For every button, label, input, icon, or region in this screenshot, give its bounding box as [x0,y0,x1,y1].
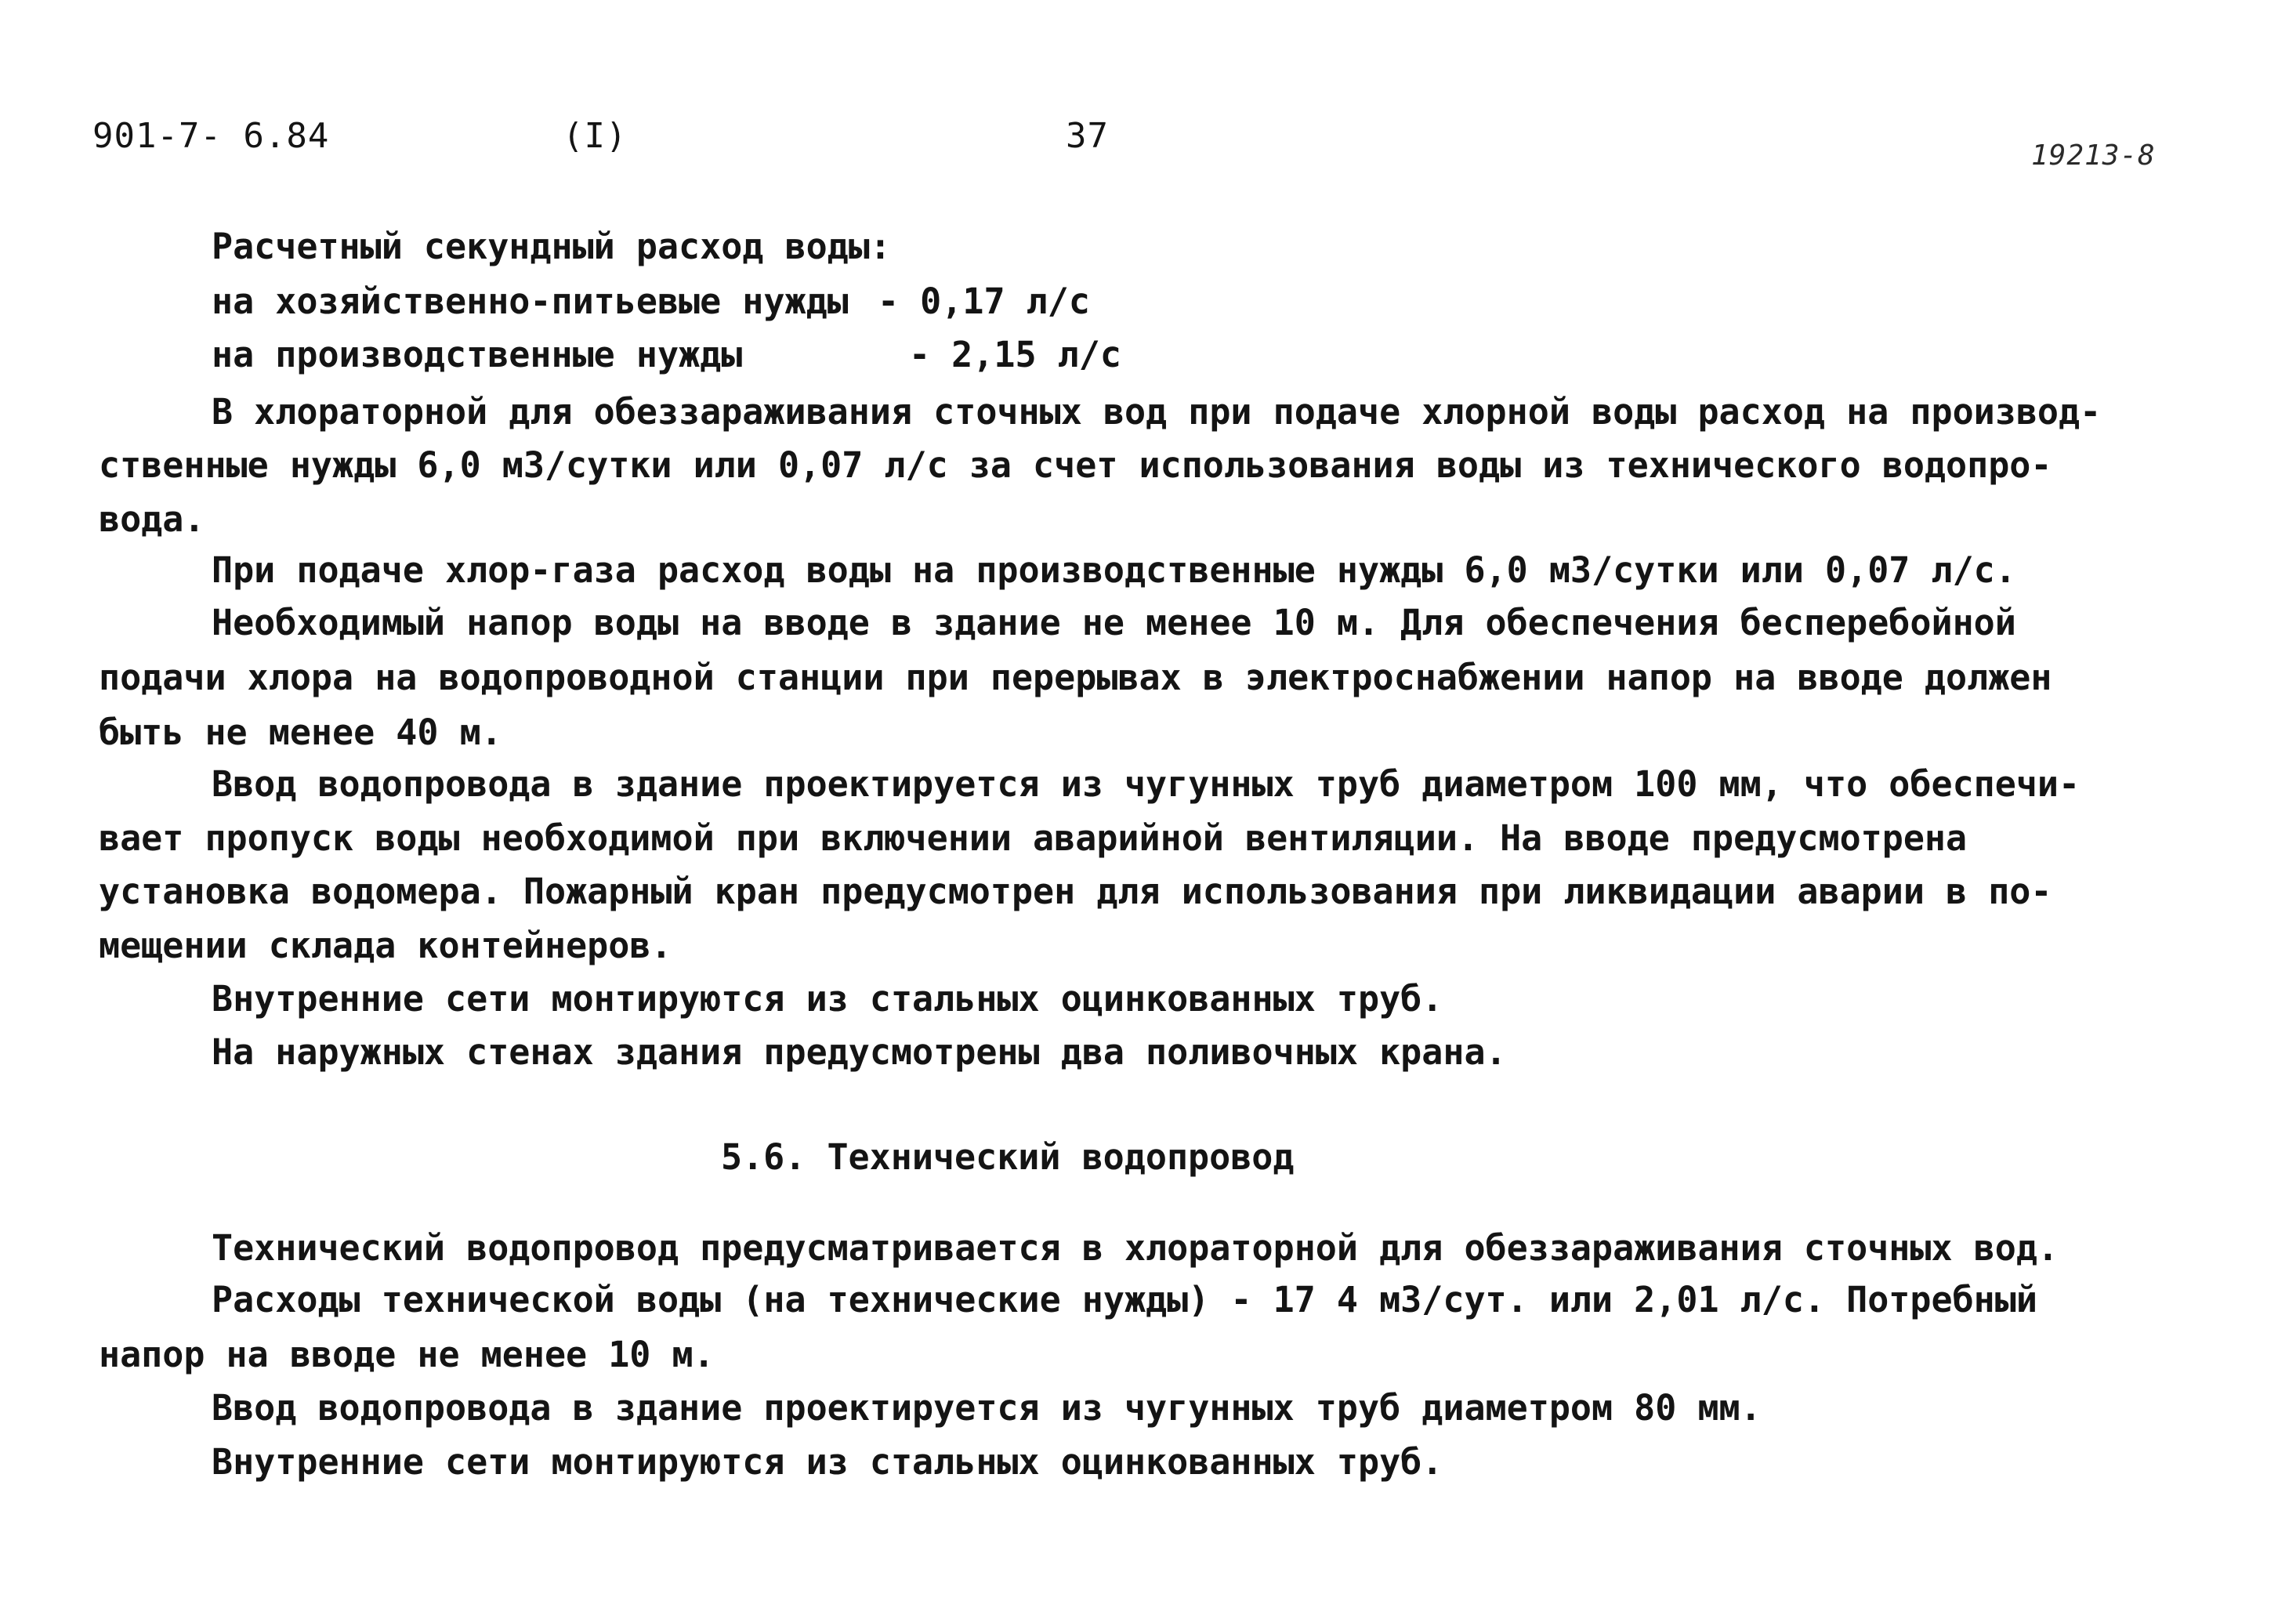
flow-item-label: на производственные нужды [212,334,743,375]
flow-title: Расчетный секундный расход воды: [212,226,891,267]
paragraph-line: На наружных стенах здания предусмотрены два поливочных крана. [212,1031,1507,1073]
paragraph-line: Необходимый напор воды на вводе в здание не менее 10 м. Для обеспечения бесперебойной [212,602,2016,643]
flow-item-value: - 2,15 л/с [909,334,1121,375]
paragraph-line: Ввод водопровода в здание проектируется из чугунных труб диаметром 100 мм, что обеспечи- [212,763,2081,805]
inventory-number: 19213-8 [2031,139,2156,172]
paragraph-line: При подаче хлор-газа расход воды на производственные нужды 6,0 м3/сутки или 0,07 л/с. [212,549,2016,591]
paragraph-line: Ввод водопровода в здание проектируется из чугунных труб диаметром 80 мм. [212,1387,1762,1429]
paragraph-line: подачи хлора на водопроводной станции при перерывах в электроснабжении напор на вводе должен [99,657,2052,698]
document-code: 901-7- 6.84 [92,116,330,156]
paragraph-line: Внутренние сети монтируются из стальных оцинкованных труб. [212,978,1443,1020]
paragraph-line: мещении склада контейнеров. [99,925,672,966]
paragraph-line: напор на вводе не менее 10 м. [99,1334,715,1375]
paragraph-line: Внутренние сети монтируются из стальных оцинкованных труб. [212,1441,1443,1483]
paragraph-line: Технический водопровод предусматривается в хлораторной для обеззараживания сточных вод. [212,1227,2059,1269]
paragraph-line: установка водомера. Пожарный кран предусмотрен для использования при ликвидации аварии в по- [99,871,2052,912]
paragraph-line: В хлораторной для обеззараживания сточных вод при подаче хлорной воды расход на производ- [212,391,2102,433]
paragraph-line: вает пропуск воды необходимой при включении аварийной вентиляции. На вводе предусмотрена [99,817,1968,859]
flow-item-label: на хозяйственно-питьевые нужды [212,281,849,322]
flow-item-value: - 0,17 л/с [878,281,1090,322]
section-heading: 5.6. Технический водопровод [721,1136,1295,1178]
paragraph-line: ственные нужды 6,0 м3/сутки или 0,07 л/с за счет использования воды из технического водопро- [99,444,2052,486]
paragraph-line: вода. [99,498,205,540]
document-part: (I) [563,116,628,156]
paragraph-line: быть не менее 40 м. [99,712,502,753]
page-number: 37 [1066,116,1109,156]
paragraph-line: Расходы технической воды (на технические нужды) - 17 4 м3/сут. или 2,01 л/с. Потребный [212,1279,2037,1320]
